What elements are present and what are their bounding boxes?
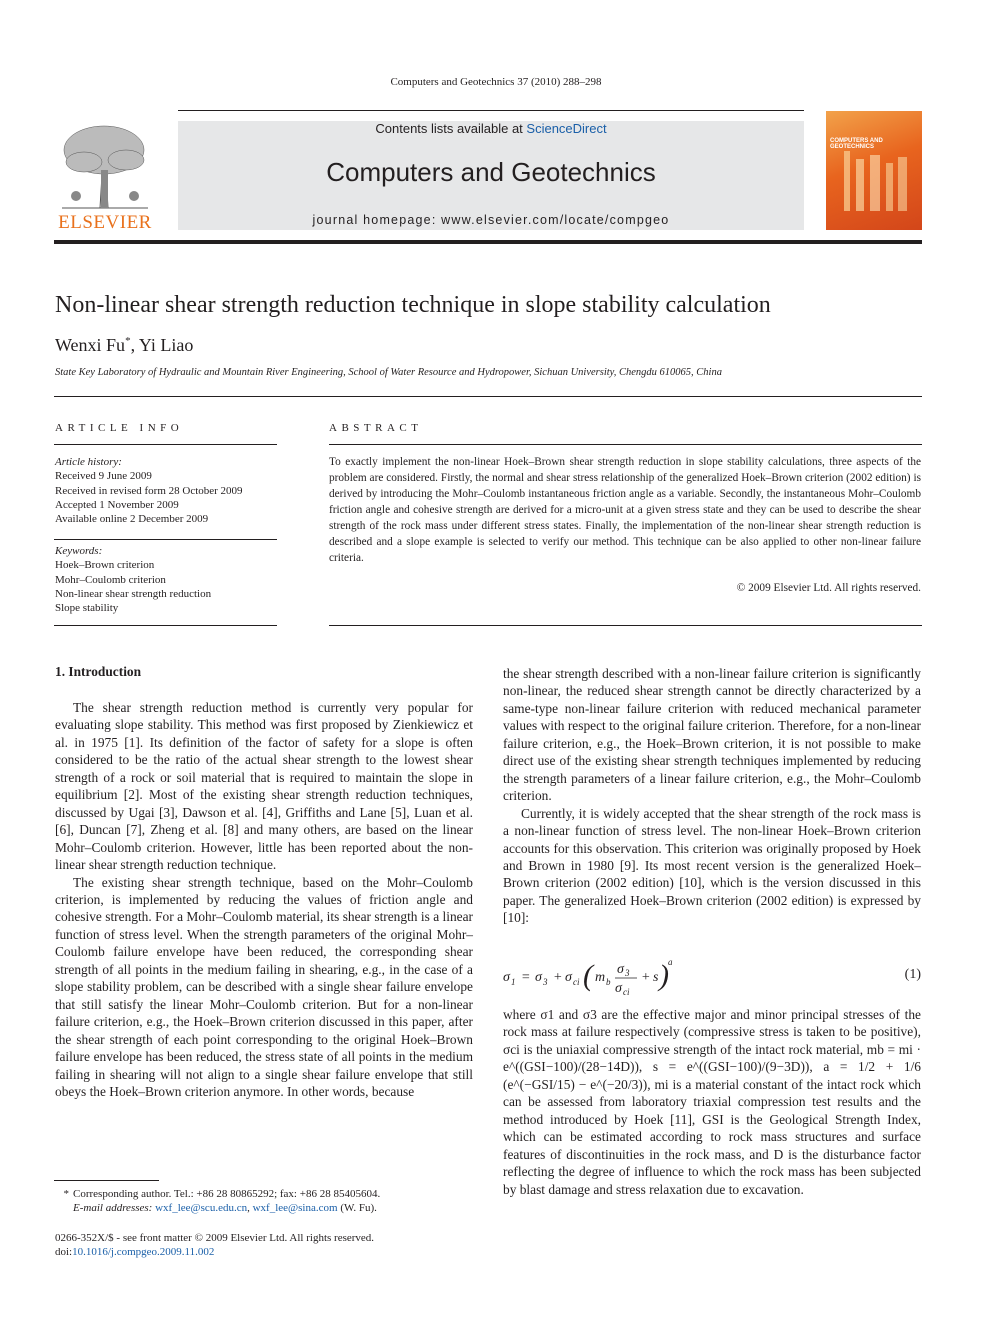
svg-text:3: 3 (625, 968, 630, 978)
article-title: Non-linear shear strength reduction technique in slope stability calculation (55, 292, 771, 318)
article-history (55, 455, 243, 526)
homepage-line (178, 213, 804, 227)
divider (54, 444, 277, 445)
doi-line (55, 1245, 374, 1259)
keywords-label: Keywords: (55, 545, 103, 557)
email-link[interactable]: wxf_lee@scu.edu.cn (155, 1202, 248, 1215)
history-item: Accepted 1 November 2009 (55, 498, 179, 511)
svg-text:m: m (595, 970, 606, 985)
corresponding-mark[interactable]: * (125, 335, 131, 347)
author-list (55, 335, 193, 356)
divider (329, 444, 922, 445)
header-rule (54, 240, 922, 244)
svg-text:σ: σ (503, 970, 510, 985)
history-label: Article history: (55, 456, 122, 468)
keyword-item: Slope stability (55, 602, 119, 615)
copyright-notice: © 2009 Elsevier Ltd. All rights reserved. (736, 582, 921, 594)
paragraph: where σ1 and σ3 are the effective major and minor principal stresses of the rock mass at failure respectively (compressive stress is taken to be positive), σci is the uniaxial compressive strength of the intact rock material, mb = mi · e^((GSI−100)/(28−14D)), s = e^((GSI−100)/(9−3D)), a = 1/2 + 1/6 (e^(−GSI/15) − e^(−20/3)), mi is a material constant of the intact rock which can be assessed from laboratory triaxial compression test results and the method introduced by Hoek [11], GSI is the Geological Strength Index, which can be estimated according to rock mass structures and surface features of discontinuities in the rock mass, and D is the disturbance factor reflecting the degree of influence to which the rock mass has been subjected by blast damage and stress relaxation due to excavation. (503, 1007, 921, 1197)
author-separator: , (130, 335, 139, 355)
email-separator: , (247, 1202, 253, 1215)
author-name[interactable]: Yi Liao (138, 335, 194, 355)
left-column (55, 699, 473, 1100)
email-suffix: (W. Fu). (337, 1202, 377, 1215)
svg-text:σ: σ (617, 962, 624, 977)
keyword-item: Non-linear shear strength reduction (55, 587, 212, 600)
issn-block (55, 1231, 374, 1260)
paragraph: The shear strength reduction method is currently very popular for evaluating slope stability. This method was first proposed by Zienkiewicz et al. in 1975 [1]. Its definition of the factor of safety for a slope is often considered to be the ratio of the actual shear strength to the lowest shear strength of a rock or soil material that is required to maintain the slope in equilibrium [2]. Most of the existing shear strength reduction techniques, discussed by Ugai [3], Dawson et al. [4], Griffiths and Lane [5], Luan et al. [6], Duncan [7], Zheng et al. [8] and many others, are based on the linear Mohr–Coulomb criterion. However, little has been reported about the non-linear shear strength reduction technique. (55, 700, 473, 873)
divider (54, 625, 277, 626)
svg-text:1: 1 (511, 977, 516, 987)
svg-text:σ: σ (565, 970, 572, 985)
svg-text:a: a (668, 957, 673, 967)
article-info-heading: ARTICLE INFO (55, 422, 184, 434)
equation-formula (503, 955, 703, 999)
svg-text:b: b (606, 977, 611, 987)
running-head: Computers and Geotechnics 37 (2010) 288–298 (390, 76, 602, 88)
svg-text:): ) (659, 959, 669, 992)
email-line (55, 1201, 380, 1215)
issn-line: 0266-352X/$ - see front matter © 2009 Elsevier Ltd. All rights reserved. (55, 1232, 375, 1244)
svg-text:σ: σ (535, 970, 542, 985)
homepage-prefix: journal homepage: (312, 213, 442, 227)
abstract-heading: ABSTRACT (329, 422, 423, 434)
history-item: Received in revised form 28 October 2009 (55, 484, 243, 497)
footnote-rule (54, 1180, 159, 1181)
keyword-item: Mohr–Coulomb criterion (55, 573, 166, 586)
journal-banner (178, 121, 804, 230)
paragraph: the shear strength described with a non-linear failure criterion is significantly non-linear, the reduced shear strength cannot be directly characterized by a same-type non-linear failure criterion with reduced mechanical parameter values with respect to the original failure criterion. Therefore, for a non-linear failure criterion, e.g., the Hoek–Brown criterion, it is not possible to make direct use of the existing shear strength techniques implemented by reducing the strength parameters of a linear failure criterion, e.g., the Mohr–Coulomb criterion. (503, 666, 921, 804)
tree-icon (54, 120, 156, 212)
author-name[interactable]: Wenxi Fu (55, 335, 126, 355)
doi-link[interactable]: 10.1016/j.compgeo.2009.11.002 (72, 1246, 215, 1259)
journal-title: Computers and Geotechnics (326, 157, 656, 187)
svg-text:(: ( (583, 959, 593, 992)
history-item: Received 9 June 2009 (55, 470, 152, 483)
affiliation: State Key Laboratory of Hydraulic and Mountain River Engineering, School of Water Resource and Hydropower, Sichuan University, Chengdu 610065, China (55, 367, 722, 378)
banner-rule (178, 110, 804, 111)
svg-text:+: + (641, 970, 651, 985)
corresponding-author-note (55, 1187, 380, 1201)
footnote-mark: * (63, 1188, 69, 1200)
journal-cover-image[interactable] (826, 111, 922, 230)
right-column-continued (503, 1006, 921, 1198)
contents-prefix: Contents lists available at (375, 121, 527, 136)
svg-text:=: = (521, 970, 531, 985)
elsevier-logo[interactable] (54, 120, 156, 234)
divider (54, 539, 277, 540)
footnote (55, 1187, 380, 1216)
equation-number: (1) (904, 967, 921, 982)
section-heading: 1. Introduction (55, 664, 142, 679)
svg-text:σ: σ (615, 981, 622, 996)
email-label: E-mail addresses: (73, 1202, 156, 1215)
svg-text:s: s (653, 970, 659, 985)
svg-text:ci: ci (573, 977, 580, 987)
svg-text:+: + (553, 970, 563, 985)
email-link[interactable]: wxf_lee@sina.com (252, 1202, 338, 1215)
doi-prefix: doi: (55, 1246, 73, 1259)
divider (329, 625, 922, 626)
cover-title: COMPUTERS AND GEOTECHNICS (830, 138, 883, 150)
history-item: Available online 2 December 2009 (55, 513, 209, 526)
abstract-text: To exactly implement the non-linear Hoek–Brown shear strength reduction in slope stability calculations, three aspects of the problem are considered. Firstly, the normal and shear stress relationship of the generalized Hoek–Brown criterion (2002 edition) is derived by introducing the Mohr–Coulomb instantaneous friction angle as a variable. Secondly, the instantaneous Mohr–Coulomb friction angle and cohesive strength are derived for a micro-unit at a given stress state and they can be used to describe the shear strength of the rock mass under different stress states. Finally, the implementation of the non-linear shear strength reduction is described and a slope example is selected to verify our method. This technique can be also applied to other non-linear failure criteria. (329, 456, 921, 564)
keyword-item: Hoek–Brown criterion (55, 559, 155, 572)
divider (54, 396, 922, 397)
paragraph: The existing shear strength technique, based on the Mohr–Coulomb criterion, is implemented by reducing the values of friction angle and cohesive strength. For a Mohr–Coulomb material, its shear strength is a linear function of stress level. When the strength parameters of the original Mohr–Coulomb failure envelope have been reduced, the corresponding shear strength of all points in the medium failing in shearing, e.g., in the case of a slope stability problem, can be described with a single shear failure envelope that still satisfy the linear Mohr–Coulomb criterion. But for a non-linear failure criterion, e.g., the Hoek–Brown criterion discussed in this paper, after the shear strength of each point corresponding to the original Hoek–Brown failure envelope has been reduced, the stress state of all points in the medium failing in shearing will not align to a single shear failure envelope that still obeys the Hoek–Brown criterion anymore. In other words, because (55, 874, 473, 1099)
cover-graphic-icon (826, 111, 922, 230)
sciencedirect-link[interactable]: ScienceDirect (526, 121, 607, 136)
svg-text:3: 3 (543, 977, 548, 987)
contents-line (178, 121, 804, 136)
keywords (55, 544, 211, 615)
publisher-wordmark: ELSEVIER (58, 212, 152, 233)
corresponding-text: Corresponding author. Tel.: +86 28 80865292; fax: +86 28 85405604. (73, 1188, 381, 1200)
right-column (503, 665, 921, 927)
homepage-link[interactable]: www.elsevier.com/locate/compgeo (441, 213, 670, 227)
equation-1 (503, 955, 921, 999)
svg-text:ci: ci (623, 987, 630, 997)
paragraph: Currently, it is widely accepted that the shear strength of the rock mass is a non-linear function of stress level. The non-linear Hoek–Brown criterion accounts for this observation. This criterion was originally proposed by Hoek and Brown in 1980 [9]. Its most recent version is the generalized Hoek–Brown criterion (2002 edition) [10], which is the version discussed in this paper. The generalized Hoek–Brown criterion (2002 edition) is expressed by [10]: (503, 805, 921, 926)
